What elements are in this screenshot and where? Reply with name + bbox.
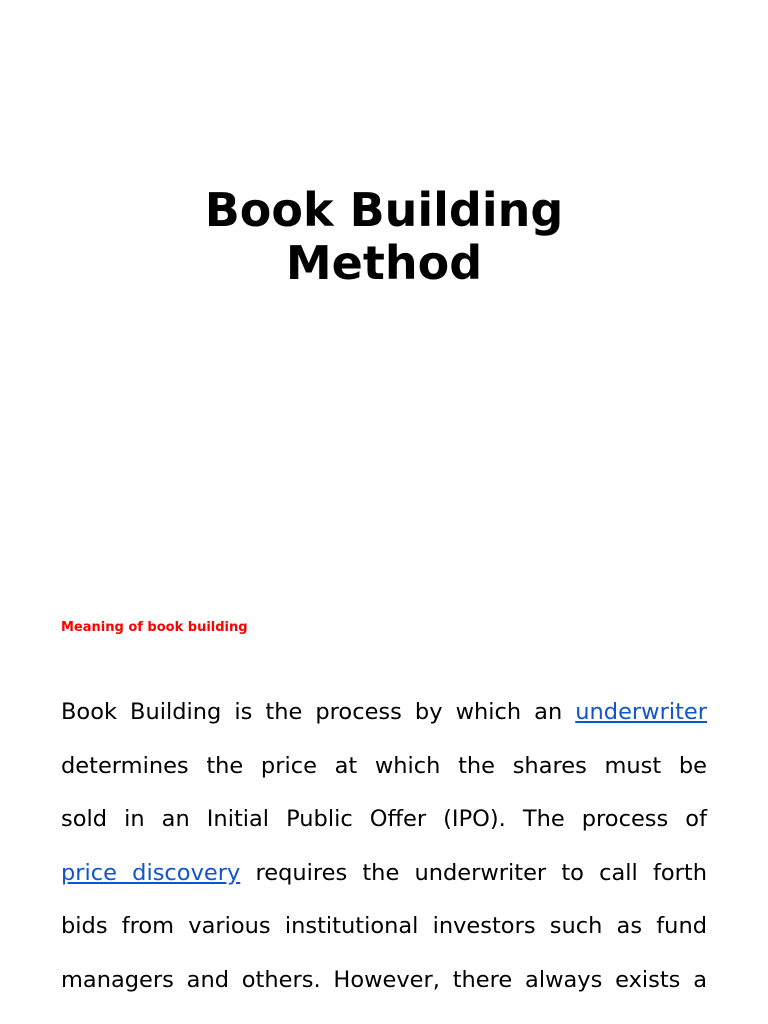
body-paragraph [61,686,707,1007]
section-heading: Meaning of book building [61,620,248,635]
price-discovery-link[interactable]: price discovery [61,859,241,886]
title-line-1: Book Building [204,183,564,237]
paragraph-line-2: determines the price at which the shares must be [61,752,707,779]
paragraph-line-1-text: Book Building is the process by which an [61,699,576,725]
paragraph-line-3: sold in an Initial Public Offer (IPO). The process of [61,806,707,832]
paragraph-line-5: bids from various institutional investors such as fund [61,913,707,939]
underwriter-link[interactable]: underwriter [575,699,707,725]
paragraph-line-6: managers and others. However, there always exists a [61,966,707,993]
paragraph-line-4-text: requires the underwriter to call forth [240,859,707,886]
paragraph-line-4 [61,847,707,901]
paragraph-line-1 [61,686,707,740]
title-line-2: Method [285,236,483,290]
page-title [0,184,768,290]
